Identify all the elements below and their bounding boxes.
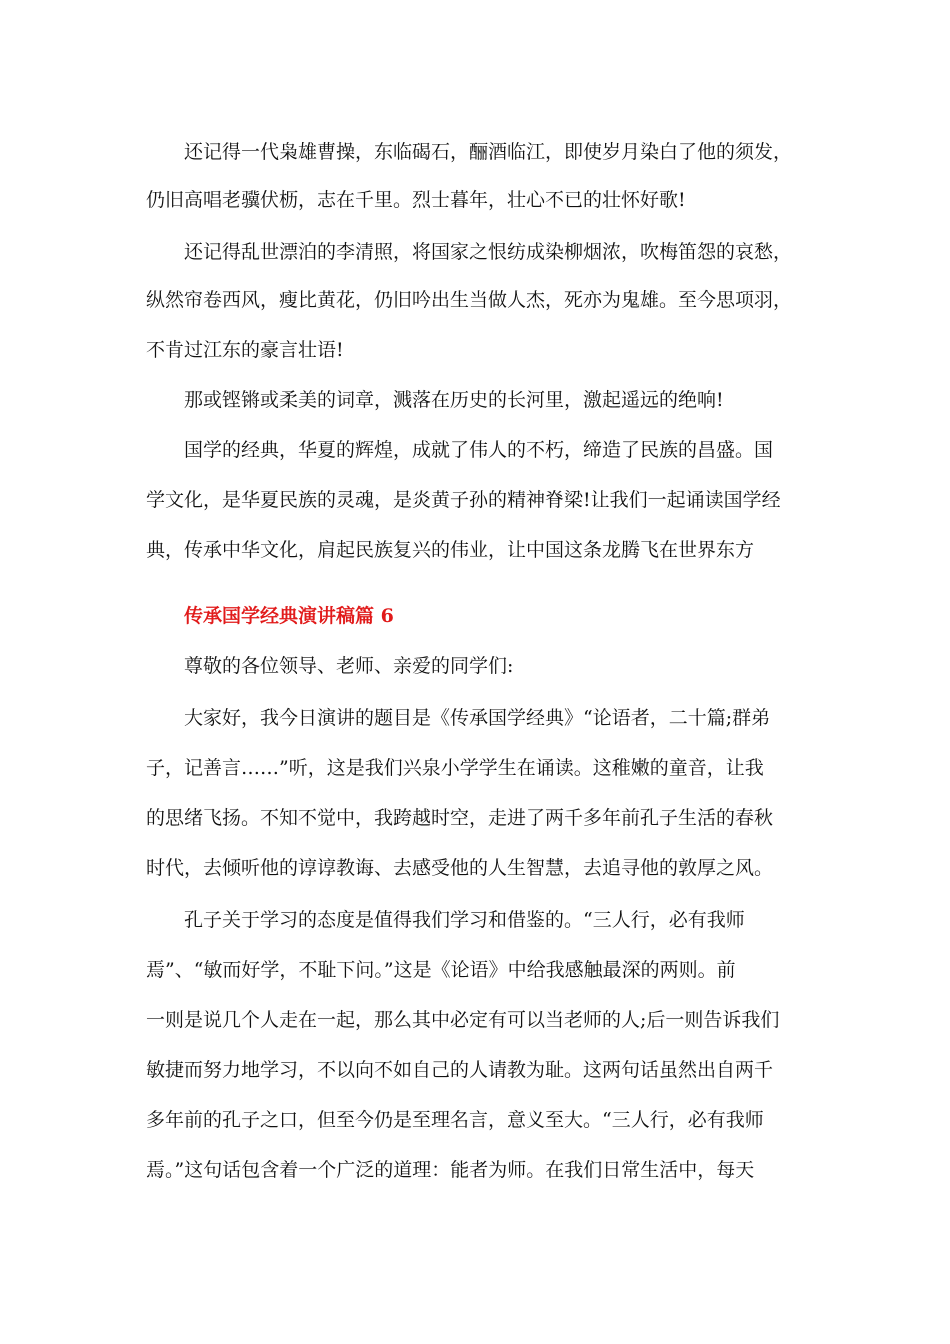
paragraph-line: 多年前的孔子之口，但至今仍是至理名言，意义至大。“三人行，必有我师 bbox=[146, 1109, 764, 1131]
paragraph-line: 国学的经典，华夏的辉煌，成就了伟人的不朽，缔造了民族的昌盛。国 bbox=[184, 439, 774, 461]
paragraph-line: 时代，去倾听他的谆谆教诲、去感受他的人生智慧，去追寻他的敦厚之风。 bbox=[146, 857, 774, 879]
paragraph-line: 仍旧高唱老骥伏枥，志在千里。烈士暮年，壮心不已的壮怀好歌! bbox=[146, 189, 686, 211]
paragraph-line: 纵然帘卷西风，瘦比黄花，仍旧吟出生当做人杰，死亦为鬼雄。至今思项羽， bbox=[146, 289, 793, 311]
paragraph-line: 敏捷而努力地学习，不以向不如自己的人请教为耻。这两句话虽然出自两千 bbox=[146, 1059, 774, 1081]
paragraph-line: 那或铿锵或柔美的词章，溅落在历史的长河里，激起遥远的绝响! bbox=[184, 389, 724, 411]
paragraph-line: 焉。”这句话包含着一个广泛的道理：能者为师。在我们日常生活中，每天 bbox=[146, 1159, 755, 1181]
salutation-line: 尊敬的各位领导、老师、亲爱的同学们: bbox=[184, 655, 514, 677]
paragraph-line: 还记得乱世漂泊的李清照，将国家之恨纺成染柳烟浓，吹梅笛怨的哀愁， bbox=[184, 241, 793, 263]
section-heading: 传承国学经典演讲稿篇 6 bbox=[184, 605, 394, 627]
paragraph-line: 孔子关于学习的态度是值得我们学习和借鉴的。“三人行，必有我师 bbox=[184, 909, 745, 931]
paragraph-line: 焉”、“敏而好学，不耻下问。”这是《论语》中给我感触最深的两则。前 bbox=[146, 959, 736, 981]
paragraph-line: 的思绪飞扬。不知不觉中，我跨越时空，走进了两千多年前孔子生活的春秋 bbox=[146, 807, 774, 829]
paragraph-line: 不肯过江东的豪言壮语! bbox=[146, 339, 344, 361]
paragraph-line: 子，记善言……”听，这是我们兴泉小学学生在诵读。这稚嫩的童音，让我 bbox=[146, 757, 764, 779]
paragraph-line: 一则是说几个人走在一起，那么其中必定有可以当老师的人;后一则告诉我们 bbox=[146, 1009, 780, 1031]
paragraph-line: 典，传承中华文化，肩起民族复兴的伟业，让中国这条龙腾飞在世界东方 bbox=[146, 539, 755, 561]
paragraph-line: 还记得一代枭雄曹操，东临碣石，酾酒临江，即使岁月染白了他的须发， bbox=[184, 141, 793, 163]
paragraph-line: 大家好，我今日演讲的题目是《传承国学经典》“论语者，二十篇;群弟 bbox=[184, 707, 771, 729]
paragraph-line: 学文化，是华夏民族的灵魂，是炎黄子孙的精神脊梁!让我们一起诵读国学经 bbox=[146, 489, 781, 511]
